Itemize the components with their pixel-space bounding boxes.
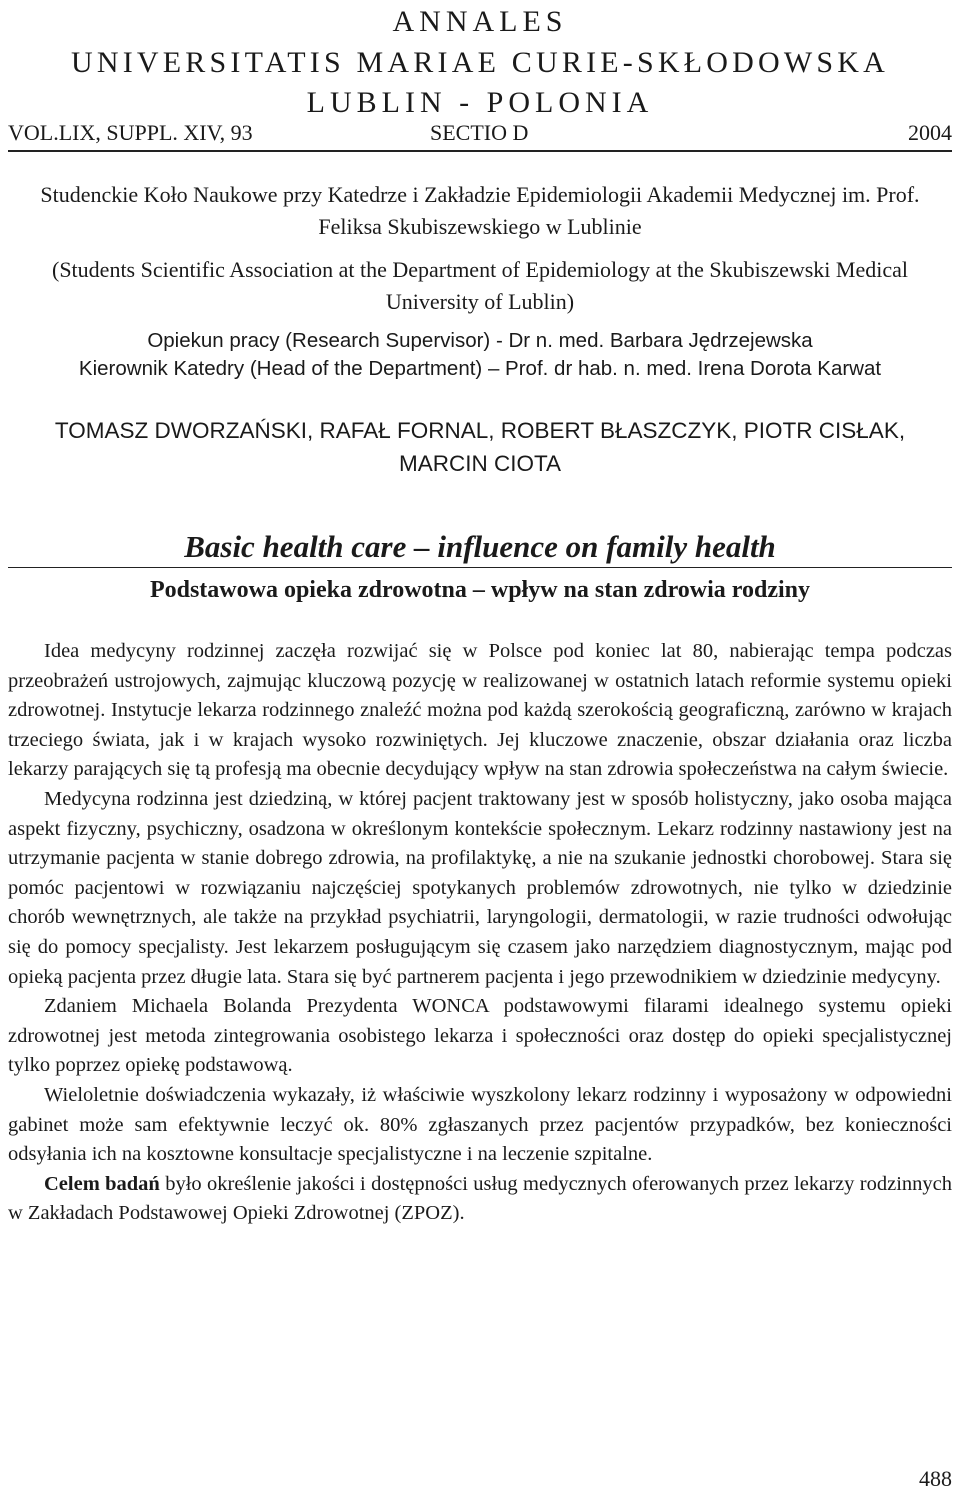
- body-paragraph: Idea medycyny rodzinnej zaczęła rozwijać się w Polsce pod koniec lat 80, nabierając tempa podczas przeobrażeń ustrojowych, zajmując kluczową pozycję w realizowanej w ostatnich latach reformie systemu opieki zdrowotnej. Instytucje lekarza rodzinnego znaleźć można pod każdą szerokością geograficzną, zarówno w krajach trzeciego świata, jak i w krajach wysoko rozwiniętych. Jej kluczowe znaczenie, obszar działania oraz liczba lekarzy parających się tą profesją ma obecnie decydujący wpływ na stan zdrowia społeczeństwa na całym świecie.: [8, 640, 952, 781]
- section-label: SECTIO D: [430, 120, 529, 145]
- aim-label: Celem badań: [44, 1172, 160, 1195]
- body-paragraph: Zdaniem Michaela Bolanda Prezydenta WONCA podstawowymi filarami idealnego systemu opieki zdrowotnej jest metoda zintegrowania osobistego lekarza i społeczności oraz dostęp do opieki specjalistycznej tylko poprzez opiekę podstawową.: [8, 995, 952, 1077]
- body-paragraph: Wieloletnie doświadczenia wykazały, iż właściwie wyszkolony lekarz rodzinny i wyposażony w odpowiedni gabinet może sam efektywnie leczyć ok. 80% zgłaszanych przez pacjentów przypadków, bez konieczności odsyłania ich na kosztowne konsultacje specjalistyczne i na leczenie szpitalne.: [8, 1083, 952, 1166]
- title-polish: Podstawowa opieka zdrowotna – wpływ na stan zdrowia rodziny: [149, 577, 811, 603]
- year-label: 2004: [908, 120, 952, 145]
- page-number: 488: [919, 1466, 952, 1491]
- journal-name: ANNALES: [392, 5, 568, 38]
- aim-text: było określenie jakości i dostępności usług medycznych oferowanych przez lekarzy rodzinnych w Zakładach Podstawowej Opieki Zdrowotnej (ZPOZ).: [8, 1172, 952, 1225]
- supervisor-line: Opiekun pracy (Research Supervisor) - Dr n. med. Barbara Jędrzejewska: [147, 329, 813, 352]
- head-of-department-line: Kierownik Katedry (Head of the Department) – Prof. dr hab. n. med. Irena Dorota Karwat: [78, 357, 882, 380]
- title-divider: [8, 567, 952, 568]
- institution-polish: Studenckie Koło Naukowe przy Katedrze i Zakładzie Epidemiologii Akademii Medycznej im. Prof. Feliksa Skubiszewskiego w Lublinie: [40, 182, 920, 239]
- volume-row: [8, 118, 952, 152]
- university-name: UNIVERSITATIS MARIAE CURIE-SKŁODOWSKA: [71, 46, 889, 79]
- title-english: Basic health care – influence on family health: [184, 529, 776, 564]
- volume-info: VOL.LIX, SUPPL. XIV, 93: [8, 120, 253, 145]
- university-location: LUBLIN - POLONIA: [306, 86, 654, 119]
- institution-english: (Students Scientific Association at the Department of Epidemiology at the Skubiszewski Medical University of Lublin): [52, 257, 908, 314]
- body-paragraph: Medycyna rodzinna jest dziedziną, w której pacjent traktowany jest w sposób holistyczny, jako osoba mająca aspekt fizyczny, psychiczny, osadzona w określonym kontekście społecznym. Lekarz rodzinny nastawiony jest na utrzymanie pacjenta w stanie dobrego zdrowia, na profilaktykę, a nie na szukanie jednostki chorobowej. Stara się pomóc pacjentowi w rozwiązaniu najczęściej spotykanych problemów zdrowotnych, nie tylko w dziedzinie chorób wewnętrznych, ale także na przykład psychiatrii, laryngologii, dermatologii, w razie trudności odwołując się do pomocy specjalisty. Jest lekarzem posługującym się czasem jako narzędziem diagnostycznym, mając pod opieką pacjenta przez długie lata. Stara się być partnerem pacjenta i jego przewodnikiem w dziedzinie medycyny.: [8, 787, 952, 988]
- body-paragraph-aim: [8, 1170, 952, 1229]
- article-body: [8, 637, 952, 1229]
- author-list: TOMASZ DWORZAŃSKI, RAFAŁ FORNAL, ROBERT BŁASZCZYK, PIOTR CISŁAK, MARCIN CIOTA: [54, 418, 906, 476]
